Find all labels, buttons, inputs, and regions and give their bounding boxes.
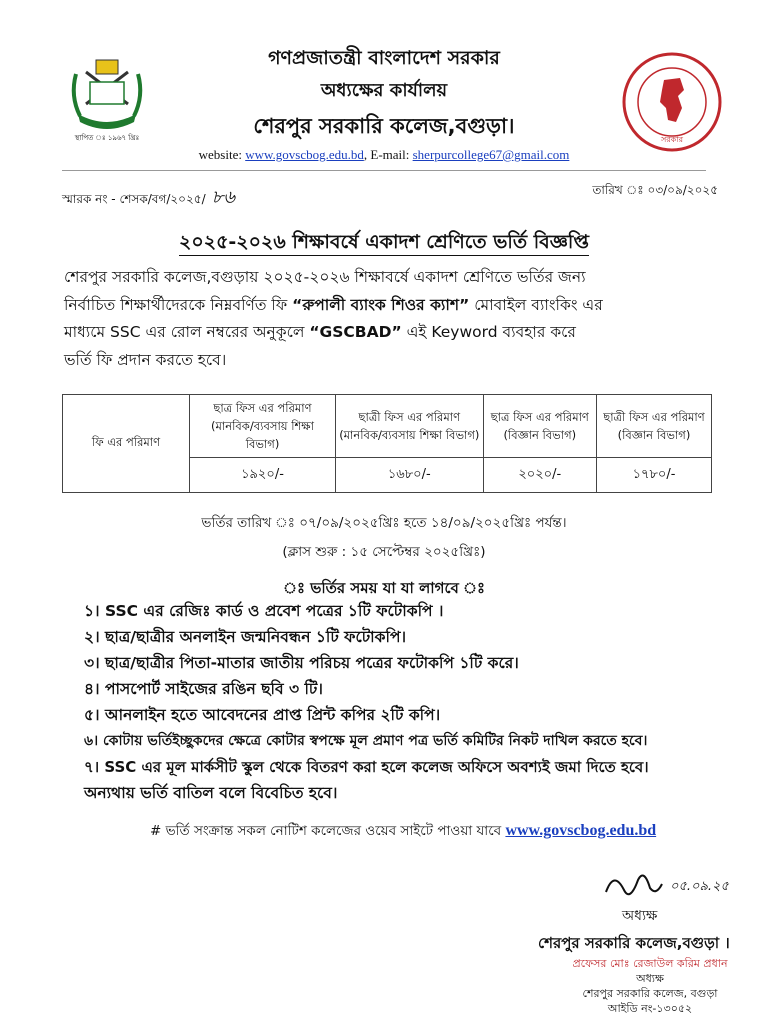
- notice-title: [0, 228, 768, 260]
- fee-value: ১৭৮০/-: [596, 458, 711, 493]
- para-line-2-start: নির্বাচিত শিক্ষার্থীদেরকে নিম্নবর্ণিত ফি: [64, 295, 288, 314]
- notice-title-text: ২০২৫-২০২৬ শিক্ষাবর্ষে একাদশ শ্রেণিতে ভর্তি বিজ্ঞপ্তি: [179, 231, 589, 256]
- notice-paragraph: [64, 264, 704, 374]
- website-notice: [150, 820, 656, 843]
- footer-website-link[interactable]: www.govscbog.edu.bd: [505, 822, 657, 839]
- requirements-list: [84, 598, 724, 806]
- fee-table: [62, 394, 712, 493]
- bank-name: “রুপালী ব্যাংক শিওর ক্যাশ”: [292, 295, 470, 314]
- para-line-3-start: মাধ্যমে SSC এর রোল নম্বরের অনুকূলে: [64, 323, 305, 341]
- government-heading: গণপ্রজাতন্ত্রী বাংলাদেশ সরকার: [268, 47, 500, 69]
- website-label: website:: [198, 147, 242, 162]
- fee-value: ১৬৮০/-: [336, 458, 484, 493]
- header-divider: [62, 170, 706, 171]
- signature-date: ০৫.০৯.২৫: [670, 879, 729, 894]
- fee-header: ছাত্রী ফিস এর পরিমাণ (বিজ্ঞান বিভাগ): [596, 395, 711, 458]
- list-item: ৬। কোটায় ভর্তিইচ্ছুকদের ক্ষেত্রে কোটার স্বপক্ষে মূল প্রমাণ পত্র ভর্তি কমিটির নিকট দাখিল করতে হবে।: [84, 733, 648, 749]
- seal-caption: সরকার: [660, 135, 684, 144]
- office-heading: অধ্যক্ষের কার্যালয়: [320, 80, 448, 101]
- fee-value: ১৯২০/-: [190, 458, 336, 493]
- para-line-3: [64, 319, 704, 347]
- fee-header: ছাত্র ফিস এর পরিমাণ (বিজ্ঞান বিভাগ): [483, 395, 596, 458]
- principal-stamp: [560, 956, 740, 1016]
- keyword: “GSCBAD”: [309, 323, 402, 341]
- website-link[interactable]: www.govscbog.edu.bd: [245, 147, 364, 162]
- fee-value: ২০২০/-: [483, 458, 596, 493]
- list-item: ১। SSC এর রেজিঃ কার্ড ও প্রবেশ পত্রের ১টি ফটোকপি ।: [84, 602, 444, 620]
- list-item: ৭। SSC এর মূল মার্কসীট স্কুল থেকে বিতরণ করা হলে কলেজ অফিসে অবশ্যই জমা দিতে হবে।: [84, 758, 649, 776]
- memo-handwritten-number: ৮৬: [211, 187, 236, 208]
- memo-label: স্মারক নং - শেসক/বগ/২০২৫/: [62, 192, 206, 206]
- list-item: ৩। ছাত্র/ছাত্রীর পিতা-মাতার জাতীয় পরিচয় পত্রের ফটোকপি ১টি করে।: [84, 654, 519, 672]
- email-label: E-mail:: [370, 147, 410, 162]
- stamp-id: আইডি নং-১৩০৫২: [607, 1002, 693, 1015]
- signer-title: অধ্যক্ষ: [622, 908, 658, 924]
- fee-header: ছাত্রী ফিস এর পরিমাণ (মানবিক/ব্যবসায় শিক্ষা বিভাগ): [336, 395, 484, 458]
- logo-caption: স্থাপিত ঃ ১৯৬৭ খ্রিঃ: [74, 134, 140, 142]
- para-line-2: [64, 292, 704, 320]
- contact-line: website: www.govscbog.edu.bd, E-mail: sherpurcollege67@gmail.com: [198, 147, 570, 162]
- requirements-title: ঃ ভর্তির সময় যা যা লাগবে ঃ: [282, 579, 486, 597]
- college-heading: শেরপুর সরকারি কলেজ,বগুড়া।: [253, 114, 515, 138]
- list-item: ৫। আনলাইন হতে আবেদনের প্রাপ্ত প্রিন্ট কপির ২টি কপি।: [84, 706, 441, 724]
- memo-number: [62, 183, 235, 214]
- fee-header: ছাত্র ফিস এর পরিমাণ (মানবিক/ব্যবসায় শিক্ষা বিভাগ): [190, 395, 336, 458]
- list-item: ২। ছাত্র/ছাত্রীর অনলাইন জন্মনিবন্ধন ১টি ফটোকপি।: [84, 628, 407, 646]
- stamp-title: অধ্যক্ষ: [636, 972, 664, 985]
- para-line-2-end: মোবাইল ব্যাংকিং এর: [474, 295, 603, 314]
- stamp-name: প্রফেসর মোঃ রেজাউল করিম প্রধান: [572, 957, 728, 970]
- memo-date: তারিখ ঃ ০৩/০৯/২০২৫: [592, 183, 718, 197]
- website-notice-text: # ভর্তি সংক্রান্ত সকল নোটিশ কলেজের ওয়েব সাইটে পাওয়া যাবে: [150, 823, 502, 839]
- para-line-1: শেরপুর সরকারি কলেজ,বগুড়ায় ২০২৫-২০২৬ শিক্ষাবর্ষে একাদশ শ্রেণিতে ভর্তির জন্য: [64, 268, 586, 286]
- para-line-3-end: এই Keyword ব্যবহার করে: [406, 323, 576, 341]
- stamp-college: শেরপুর সরকারি কলেজ, বগুড়া: [582, 987, 718, 1000]
- warning-text: অন্যথায় ভর্তি বাতিল বলে বিবেচিত হবে।: [84, 784, 338, 802]
- list-item: ৪। পাসপোর্ট সাইজের রঙিন ছবি ৩ টি।: [84, 680, 323, 698]
- email-link[interactable]: sherpurcollege67@gmail.com: [412, 147, 570, 162]
- admission-dates: ভর্তির তারিখ ঃ ০৭/০৯/২০২৫খ্রিঃ হতে ১৪/০৯/২০২৫খ্রিঃ পর্যন্ত।: [201, 515, 567, 531]
- table-row: [63, 395, 712, 458]
- class-start: (ক্লাস শুরু : ১৫ সেপ্টেম্বর ২০২৫খ্রিঃ): [282, 544, 486, 560]
- fee-row-label: ফি এর পরিমাণ: [63, 395, 190, 493]
- para-line-4: ভর্তি ফি প্রদান করতে হবে।: [64, 350, 227, 369]
- signer-college: শেরপুর সরকারি কলেজ,বগুড়া ।: [538, 934, 730, 952]
